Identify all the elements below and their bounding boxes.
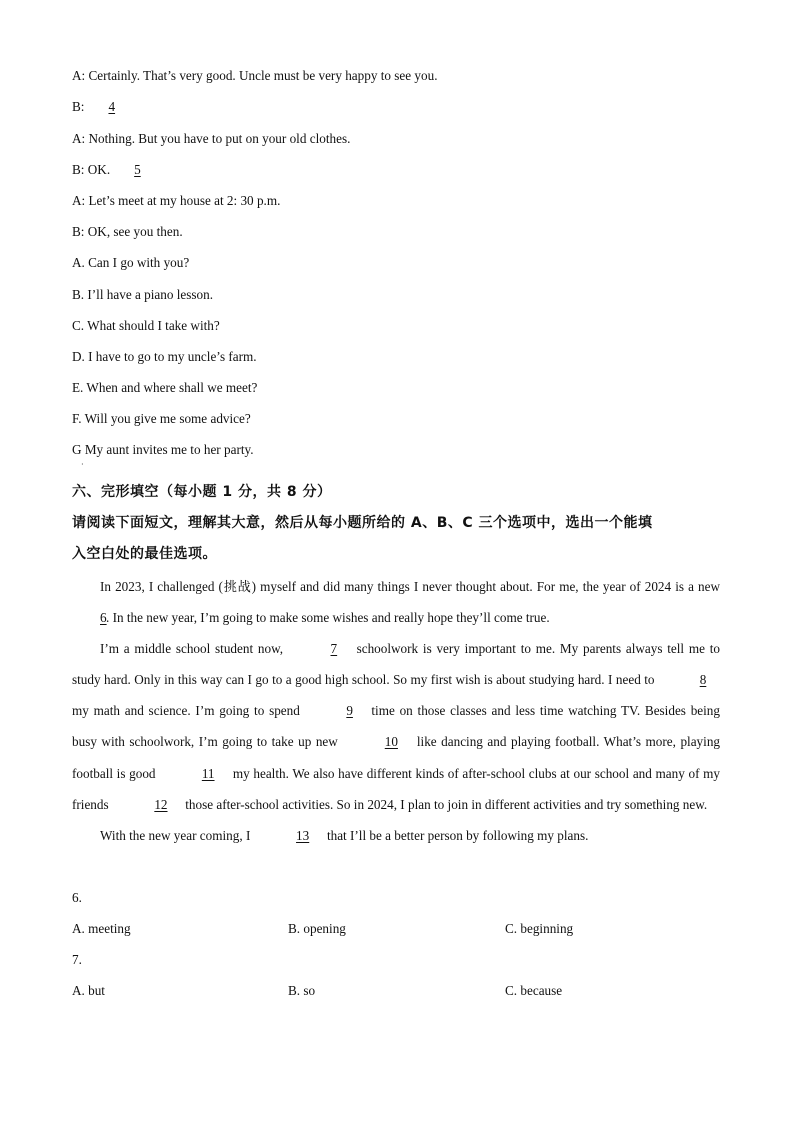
dialogue-text: Certainly. That’s very good. Uncle must be very happy to see you.	[88, 68, 438, 83]
dialogue-line	[72, 223, 183, 241]
answer-option: A. meeting	[72, 921, 131, 936]
blank-10: 10	[384, 734, 398, 750]
passage-paragraph-2	[72, 633, 720, 820]
dialogue-option: E. When and where shall we meet?	[72, 380, 258, 395]
speaker-label: A:	[72, 193, 86, 208]
dialogue-line	[72, 161, 161, 179]
blank-8: 8	[699, 672, 707, 688]
answer-option: B. so	[288, 983, 316, 998]
section-instruction: 入空白处的最佳选项。	[72, 546, 217, 562]
dialogue-line	[72, 67, 438, 85]
answer-option: A. but	[72, 983, 105, 998]
blank-13: 13	[296, 827, 310, 843]
dialogue-line	[72, 98, 136, 116]
passage-text: my health. We also have different kinds of after-school clubs at our school and many of my friends	[72, 765, 720, 812]
passage-text: I’m a middle school student now,	[100, 641, 288, 657]
passage-text: my math and science. I’m going to spend	[72, 703, 305, 719]
stray-dot: ·	[81, 460, 84, 469]
dialogue-line	[72, 130, 350, 148]
answer-option: C. beginning	[505, 921, 574, 936]
dialogue-line	[72, 192, 280, 210]
dialogue-option: A. Can I go with you?	[72, 255, 190, 270]
question-number: 6.	[72, 890, 82, 905]
dialogue-option: B. I’ll have a piano lesson.	[72, 287, 213, 302]
passage-text: time on those classes and less time watching TV. Besides being busy with schoolwork, I’m going to take up new	[72, 703, 720, 750]
dialogue-option: C. What should I take with?	[72, 318, 220, 333]
passage-text: like dancing and playing football. What’s more, playing football is good	[72, 734, 721, 781]
dialogue-text: Nothing. But you have to put on your old clothes.	[88, 131, 351, 146]
speaker-label: B:	[72, 99, 85, 114]
passage-paragraph-1	[72, 571, 720, 633]
question-number: 7.	[72, 952, 82, 967]
speaker-label: A:	[72, 68, 86, 83]
blank-6: 6	[100, 610, 107, 626]
speaker-label: B:	[72, 224, 85, 239]
passage-text: With the new year coming, I	[100, 827, 254, 843]
blank-9: 9	[346, 703, 353, 719]
answer-option: B. opening	[288, 921, 346, 936]
speaker-label: A:	[72, 131, 86, 146]
blank-11: 11	[201, 765, 215, 781]
dialogue-option: G My aunt invites me to her party.	[72, 442, 254, 457]
speaker-label: B:	[72, 162, 85, 177]
blank-12: 12	[154, 796, 168, 812]
passage-paragraph-3	[72, 820, 720, 851]
section-instruction: 请阅读下面短文，理解其大意，然后从每小题所给的 A、B、C 三个选项中，选出一个能填	[72, 515, 653, 531]
dialogue-text: OK.	[87, 162, 111, 177]
passage-text: those after-school activities. So in 2024, I plan to join in different activities and try something new.	[181, 796, 708, 812]
passage-text: schoolwork is very important to me. My parents always tell me to study hard. Only in this way can I go to a good high school. So my first wish is about studying hard. I need to	[72, 641, 721, 688]
dialogue-text: OK, see you then.	[87, 224, 183, 239]
passage-text: . In the new year, I’m going to make some wishes and really hope they’ll come true.	[106, 610, 550, 626]
passage-text: that I’ll be a better person by following my plans.	[323, 827, 589, 843]
cloze-passage	[72, 571, 720, 851]
section-title: 六、完形填空（每小题 1 分，共 8 分）	[72, 484, 332, 500]
dialogue-option: D. I have to go to my uncle’s farm.	[72, 349, 257, 364]
blank-5: 5	[134, 162, 141, 177]
dialogue-option: F. Will you give me some advice?	[72, 411, 251, 426]
passage-text: In 2023, I challenged (挑战) myself and did many things I never thought about. For me, the year of 2024 is a new	[100, 579, 720, 594]
answer-option: C. because	[505, 983, 563, 998]
blank-4: 4	[108, 99, 116, 114]
blank-7: 7	[330, 641, 338, 657]
dialogue-text: Let’s meet at my house at 2: 30 p.m.	[88, 193, 281, 208]
